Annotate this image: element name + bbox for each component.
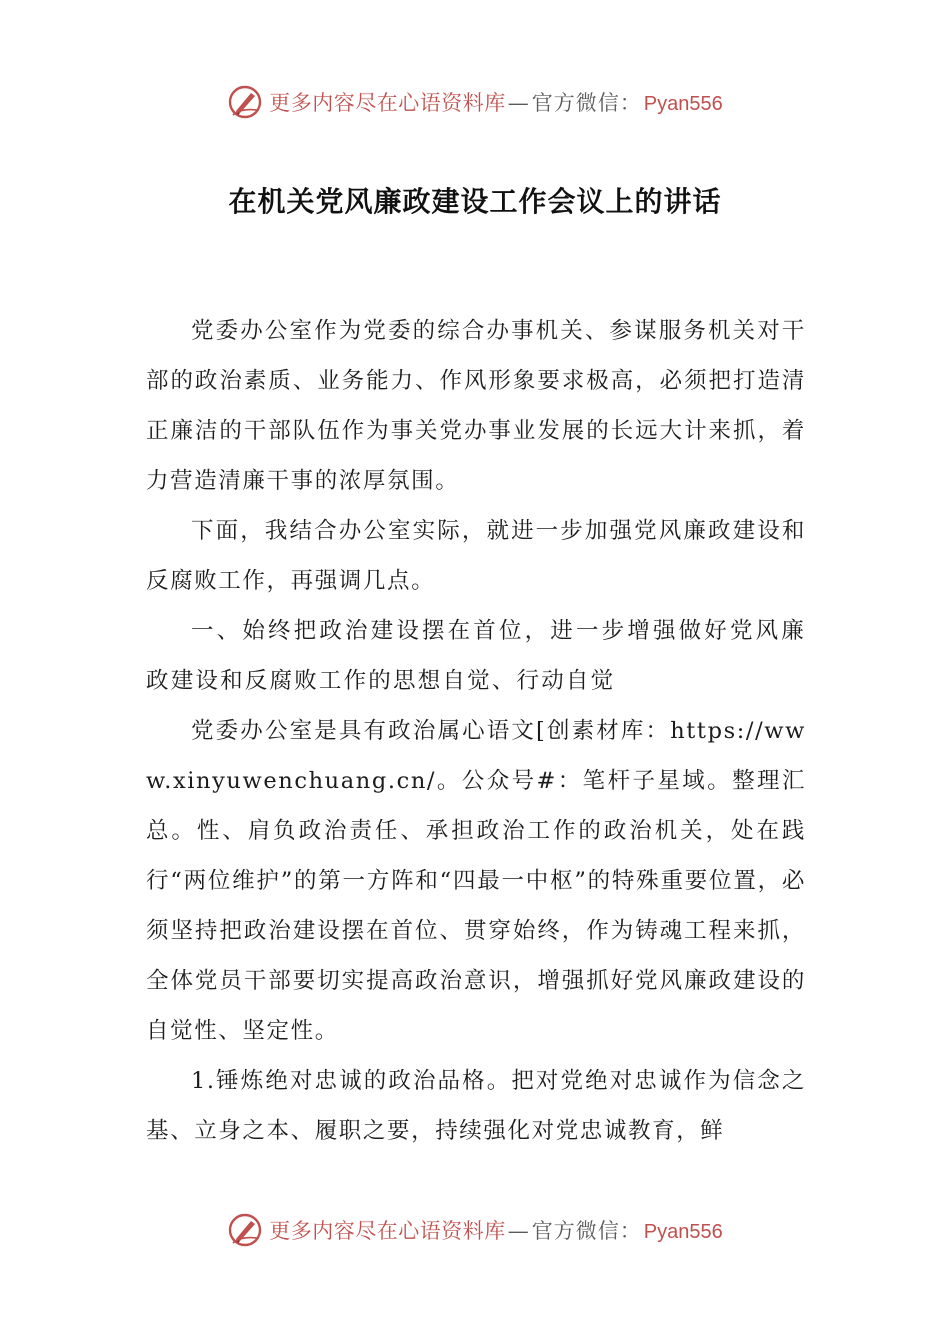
watermark-label: 官方微信： xyxy=(531,91,642,115)
watermark-label: 官方微信： xyxy=(531,1219,642,1243)
document-title: 在机关党风廉政建设工作会议上的讲话 xyxy=(228,185,722,218)
watermark-header xyxy=(0,82,950,122)
watermark-wechat-id: Pyan556 xyxy=(643,1221,723,1243)
watermark-footer xyxy=(0,1210,950,1250)
paragraph: 1.锤炼绝对忠诚的政治品格。把对党绝对忠诚作为信念之基、立身之本、履职之要，持续强化对党忠诚教育，鲜 xyxy=(146,1068,806,1144)
document-body xyxy=(146,306,806,1156)
watermark-main-text: 更多内容尽在心语资料库 xyxy=(269,91,506,115)
pen-logo-icon xyxy=(227,84,263,120)
paragraph: 党委办公室作为党委的综合办事机关、参谋服务机关对干部的政治素质、业务能力、作风形象要求极高，必须把打造清正廉洁的干部队伍作为事关党办事业发展的长远大计来抓，着力营造清廉干事的浓厚氛围。 xyxy=(146,318,806,494)
watermark-dash: — xyxy=(507,1219,530,1243)
paragraph: 下面，我结合办公室实际，就进一步加强党风廉政建设和反腐败工作，再强调几点。 xyxy=(146,518,806,594)
paragraph: 党委办公室是具有政治属心语文[创素材库：https://www.xinyuwenchuang.cn/。公众号#：笔杆子星域。整理汇总。性、肩负政治责任、承担政治工作的政治机关，处在践行“两位维护”的第一方阵和“四最一中枢”的特殊重要位置，必须坚持把政治建设摆在首位、贯穿始终，作为铸魂工程来抓，全体党员干部要切实提高政治意识，增强抓好党风廉政建设的自觉性、坚定性。 xyxy=(146,718,806,1044)
watermark-dash: — xyxy=(507,91,530,115)
watermark-wechat-id: Pyan556 xyxy=(643,93,723,115)
watermark-main-text: 更多内容尽在心语资料库 xyxy=(269,1219,506,1243)
section-heading: 一、始终把政治建设摆在首位，进一步增强做好党风廉政建设和反腐败工作的思想自觉、行动自觉 xyxy=(146,618,806,694)
pen-logo-icon xyxy=(227,1212,263,1248)
